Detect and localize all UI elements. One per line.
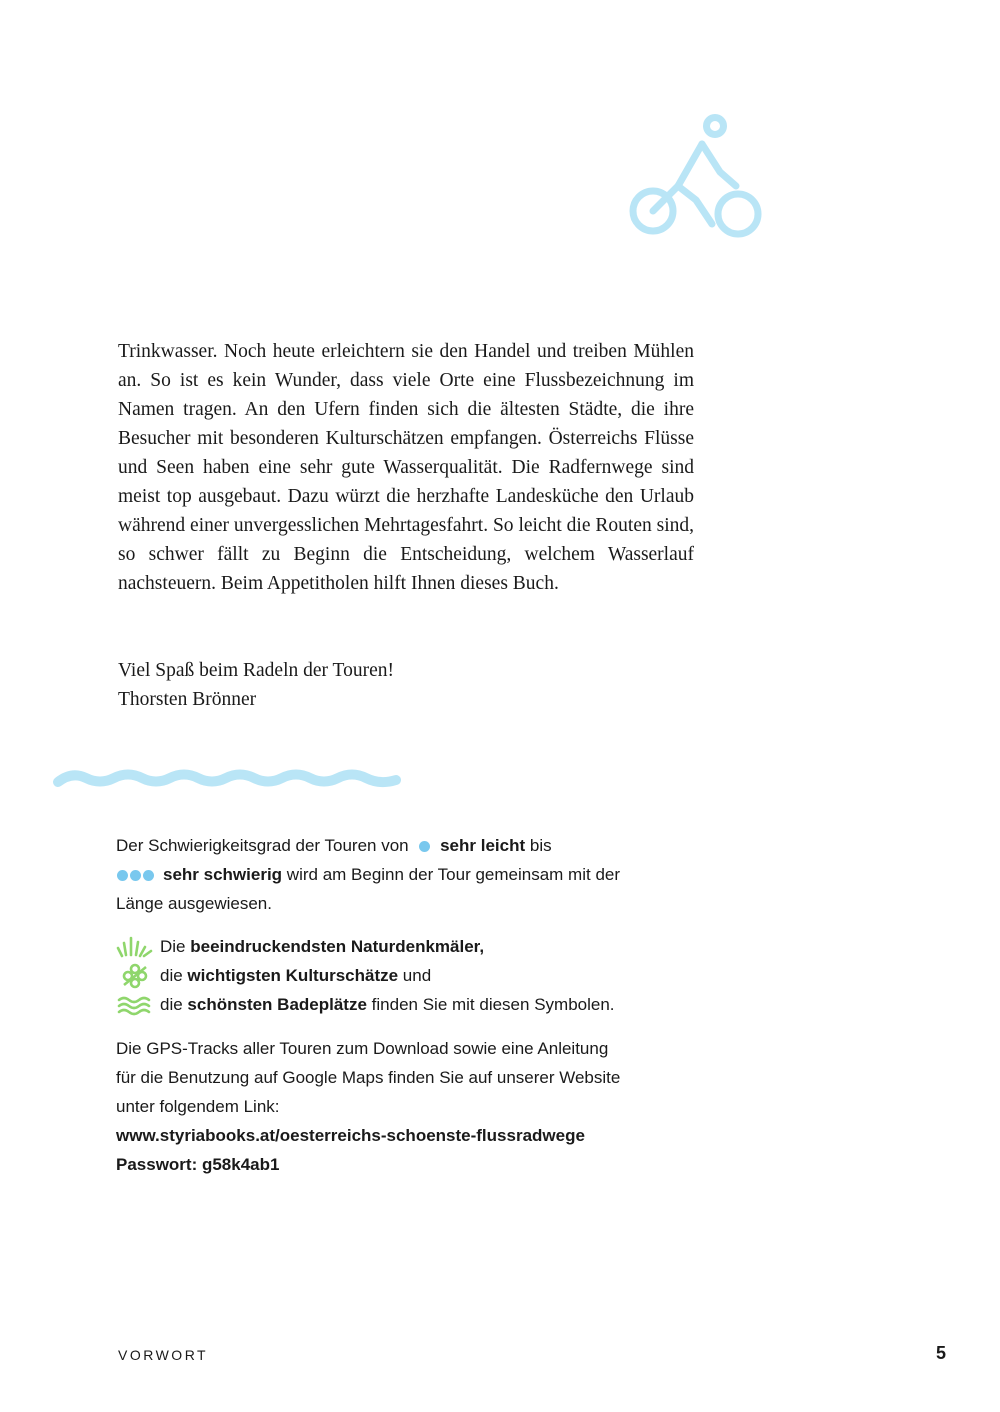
difficulty-note xyxy=(116,831,706,918)
difficulty-line-3: Länge ausgewiesen. xyxy=(116,894,272,913)
bathing-spot-icon xyxy=(116,992,154,1018)
gps-line-3: unter folgendem Link: xyxy=(116,1097,280,1116)
cyclist-icon xyxy=(626,112,762,242)
difficulty-line-2: sehr schwierig wird am Beginn der Tour gemeinsam mit der xyxy=(116,860,706,889)
page-number: 5 xyxy=(936,1343,947,1363)
difficulty-hard: sehr schwierig xyxy=(163,865,283,884)
culture-treasure-icon xyxy=(116,963,154,989)
foreword-body xyxy=(118,337,694,598)
nature-monument-icon xyxy=(116,934,154,960)
author-name: Thorsten Brönner xyxy=(118,689,257,710)
gps-line-1: Die GPS-Tracks aller Touren zum Download sowie eine Anleitung xyxy=(116,1039,609,1058)
footer-section-label: VORWORT xyxy=(118,1347,209,1363)
difficulty-line-1: Der Schwierigkeitsgrad der Touren von sehr leicht bis xyxy=(116,836,552,855)
legend-row-nature: Die beeindruckendsten Naturdenkmäler, xyxy=(116,932,706,961)
wave-divider xyxy=(52,764,404,794)
gps-download-note xyxy=(116,1034,706,1179)
difficulty-dot-icon xyxy=(419,841,430,852)
symbol-legend xyxy=(116,932,706,1019)
difficulty-three-dots-icon xyxy=(116,860,155,889)
greeting-line: Viel Spaß beim Radeln der Touren! xyxy=(118,660,394,681)
gps-line-2: für die Benutzung auf Google Maps finden Sie auf unserer Website xyxy=(116,1068,621,1087)
difficulty-easy: sehr leicht xyxy=(440,836,526,855)
legend-row-bathing: die schönsten Badeplätze finden Sie mit diesen Symbolen. xyxy=(116,990,706,1019)
gps-download-link[interactable]: www.styriabooks.at/oesterreichs-schoenste-flussradwege xyxy=(116,1126,585,1145)
foreword-paragraph: Trinkwasser. Noch heute erleichtern sie den Handel und treiben Mühlen an. So ist es kein Wunder, dass viele Orte eine Flussbezeichnung im Namen tragen. An den Ufern finden sich die ältesten Städte, die ihre Besucher mit besonderen Kulturschätzen empfangen. Österreichs Flüsse und Seen haben eine sehr gute Wasserqualität. Die Radfernwege sind meist top ausgebaut. Dazu würzt die herzhafte Landesküche den Urlaub während einer unvergesslichen Mehrtagesfahrt. So leicht die Routen sind, so schwer fällt zu Beginn die Entscheidung, welchem Wasserlauf nachsteuern. Beim Appetitholen hilft Ihnen dieses Buch. xyxy=(118,341,694,594)
legend-row-culture: die wichtigsten Kulturschätze und xyxy=(116,961,706,990)
closing-greeting xyxy=(118,656,394,714)
gps-password: Passwort: g58k4ab1 xyxy=(116,1155,280,1174)
